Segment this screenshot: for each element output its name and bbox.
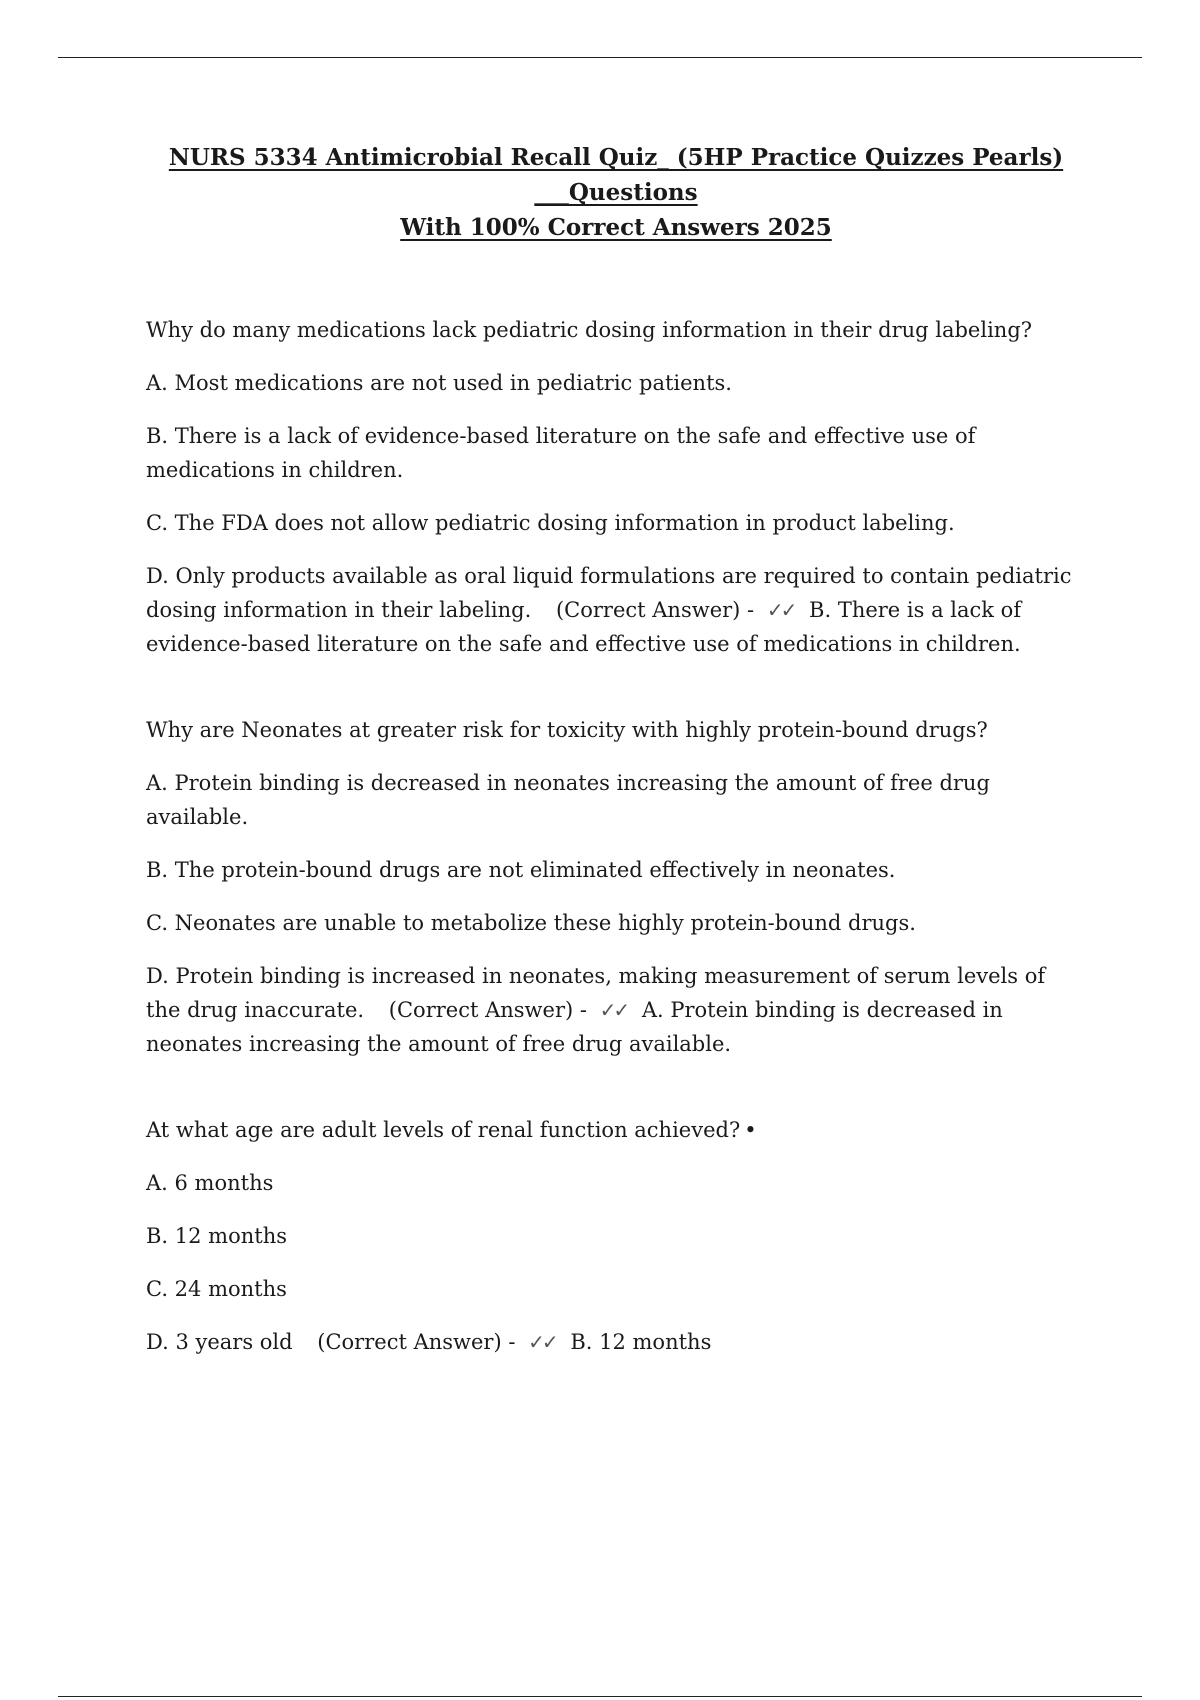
- correct-answer-label: (Correct Answer) -: [317, 1330, 516, 1354]
- option-b: B. The protein-bound drugs are not eliminated effectively in neonates.: [146, 858, 896, 882]
- option-a: A. 6 months: [146, 1171, 274, 1195]
- double-check-icon: ✓✓: [766, 598, 795, 622]
- question-text: Why do many medications lack pediatric dosing information in their drug labeling?: [146, 318, 1033, 342]
- option-d: D. Protein binding is increased in neonates, making measurement of serum levels of the drug inaccurate.: [146, 964, 1046, 1022]
- option-d: D. Only products available as oral liquid formulations are required to contain pediatric dosing information in their labeling.: [146, 564, 1072, 622]
- correct-answer-text: A. Protein binding is decreased in neonates increasing the amount of free drug available.: [146, 998, 1003, 1056]
- title-line-2: With 100% Correct Answers 2025: [400, 214, 832, 241]
- option-c: C. The FDA does not allow pediatric dosing information in product labeling.: [146, 511, 955, 535]
- question-text-with-bullet: [146, 1113, 1086, 1147]
- option-a: A. Protein binding is decreased in neonates increasing the amount of free drug available.: [146, 771, 990, 829]
- option-c: C. Neonates are unable to metabolize these highly protein-bound drugs.: [146, 911, 916, 935]
- option-d-with-answer: [146, 559, 1086, 661]
- option-c: C. 24 months: [146, 1277, 287, 1301]
- title-line-1: NURS 5334 Antimicrobial Recall Quiz_ (5HP Practice Quizzes Pearls) ___Questions: [168, 144, 1064, 206]
- bottom-rule: [58, 1696, 1142, 1697]
- document-title: [146, 140, 1086, 245]
- correct-answer-text: B. 12 months: [570, 1330, 712, 1354]
- option-b: B. There is a lack of evidence-based literature on the safe and effective use of medications in children.: [146, 424, 976, 482]
- question-block-3: [146, 1113, 1086, 1359]
- option-d-with-answer: [146, 1325, 1086, 1359]
- correct-answer-label: (Correct Answer) -: [555, 598, 755, 622]
- correct-answer-label: (Correct Answer) -: [388, 998, 587, 1022]
- question-text: At what age are adult levels of renal function achieved?: [146, 1118, 741, 1142]
- option-d-with-answer: [146, 959, 1086, 1061]
- option-b: B. 12 months: [146, 1224, 288, 1248]
- double-check-icon: ✓✓: [599, 998, 628, 1022]
- document-body: [146, 140, 1086, 1411]
- correct-answer-text: B. There is a lack of evidence-based literature on the safe and effective use of medications in children.: [146, 598, 1022, 656]
- question-text: Why are Neonates at greater risk for toxicity with highly protein-bound drugs?: [146, 718, 988, 742]
- question-block-1: [146, 313, 1086, 661]
- question-block-2: [146, 713, 1086, 1061]
- option-a: A. Most medications are not used in pediatric patients.: [146, 371, 732, 395]
- bullet-icon: •: [744, 1118, 757, 1142]
- double-check-icon: ✓✓: [528, 1330, 556, 1354]
- option-d: D. 3 years old: [146, 1330, 293, 1354]
- top-rule: [58, 57, 1142, 58]
